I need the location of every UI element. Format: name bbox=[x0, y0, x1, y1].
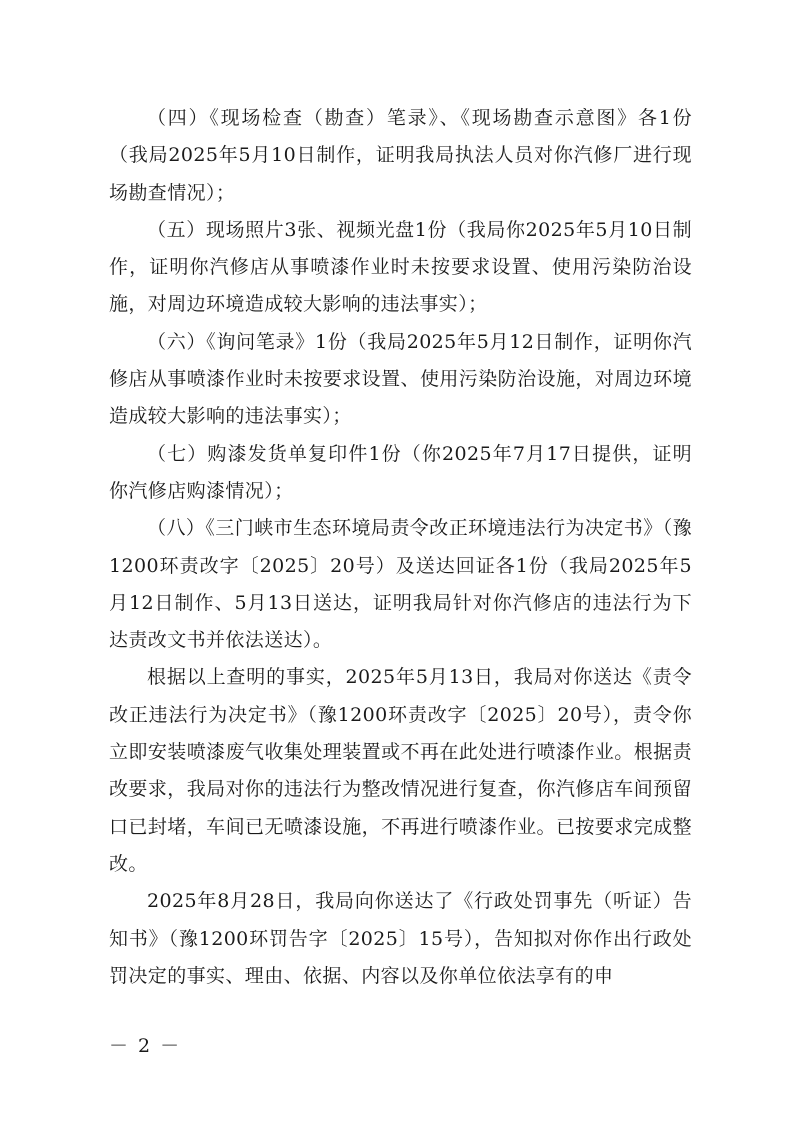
rectification-paragraph: 根据以上查明的事实，2025年5月13日，我局对你送达《责令改正违法行为决定书》（豫1200环责改字〔2025〕20号），责令你立即安装喷漆废气收集处理装置或不再在此处进行喷漆作业。根据责改要求，我局对你的违法行为整改情况进行复查，你汽修店车间预留口已封堵，车间已无喷漆设施，不再进行喷漆作业。已按要求完成整改。 bbox=[109, 666, 692, 875]
evidence-item-5: （五）现场照片3张、视频光盘1份（我局你2025年5月10日制作，证明你汽修店从事喷漆作业时未按要求设置、使用污染防治设施，对周边环境造成较大影响的违法事实）； bbox=[109, 218, 692, 316]
page-number: － 2 － bbox=[109, 1035, 182, 1057]
evidence-item-8: （八）《三门峡市生态环境局责令改正环境违法行为决定书》（豫1200环责改字〔2025〕20号）及送达回证各1份（我局2025年5月12日制作、5月13日送达，证明我局针对你汽修店的违法行为下达责改文书并依法送达）。 bbox=[109, 517, 692, 652]
evidence-item-4: （四）《现场检查（勘查）笔录》、《现场勘查示意图》各1份（我局2025年5月10日制作，证明我局执法人员对你汽修厂进行现场勘查情况）； bbox=[109, 107, 692, 204]
notice-paragraph: 2025年8月28日，我局向你送达了《行政处罚事先（听证）告知书》（豫1200环罚告字〔2025〕15号），告知拟对你作出行政处罚决定的事实、理由、依据、内容以及你单位依法享有的申 bbox=[109, 890, 692, 987]
evidence-item-6: （六）《询问笔录》1份（我局2025年5月12日制作，证明你汽修店从事喷漆作业时未按要求设置、使用污染防治设施，对周边环境造成较大影响的违法事实）； bbox=[109, 330, 692, 428]
evidence-item-7: （七）购漆发货单复印件1份（你2025年7月17日提供，证明你汽修店购漆情况）； bbox=[109, 442, 692, 502]
document-body bbox=[109, 100, 692, 995]
